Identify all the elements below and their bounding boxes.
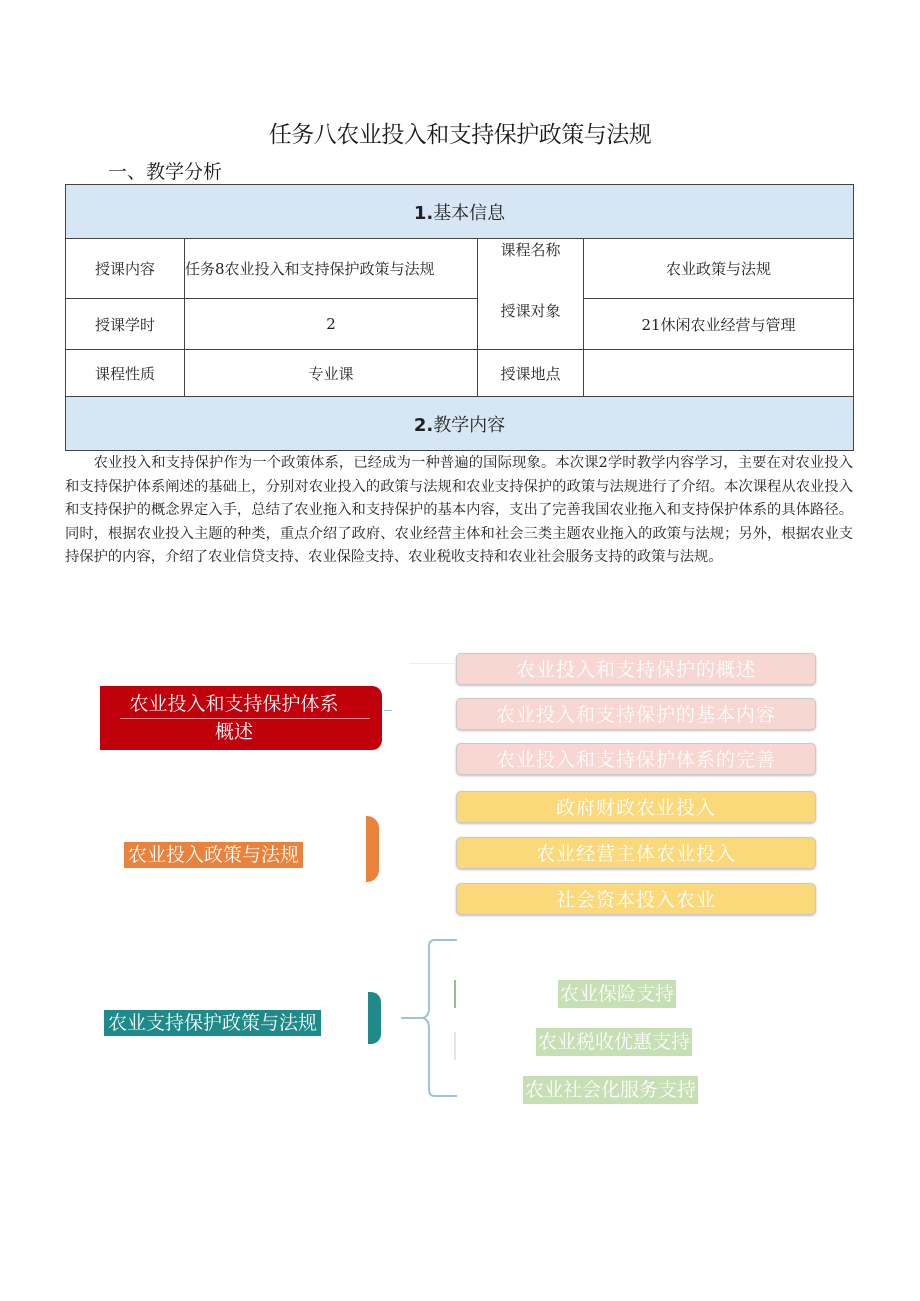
category-1-line2: 概述 [214, 721, 253, 743]
cat1-item-2: 农业投入和支持保护的基本内容 [456, 698, 816, 730]
cat2-item-3: 社会资本投入农业 [456, 883, 816, 915]
category-1-line1: 农业投入和支持保护体系 [129, 693, 339, 715]
category-1-label [100, 690, 368, 746]
category-2-shape [366, 816, 379, 882]
document-title: 任务八农业投入和支持保护政策与法规 [268, 122, 652, 148]
course-label-cell [478, 239, 584, 350]
band2-number: 2. [413, 414, 434, 436]
cat3-item-2: 农业税收优惠支持 [536, 1028, 692, 1056]
cat3-item-1: 农业保险支持 [558, 980, 676, 1008]
place-label: 授课地点 [478, 350, 584, 397]
cat3-item-3: 农业社会化服务支持 [523, 1076, 698, 1104]
place-value [584, 350, 854, 397]
category-2-label: 农业投入政策与法规 [124, 842, 303, 868]
nature-label: 课程性质 [66, 350, 185, 397]
content-value: 任务8农业投入和支持保护政策与法规 [185, 239, 478, 299]
category-3-label: 农业支持保护政策与法规 [104, 1010, 321, 1036]
cat1-item-1: 农业投入和支持保护的概述 [456, 653, 816, 685]
section-heading: 一、教学分析 [108, 161, 223, 183]
band2-title: 教学内容 [433, 414, 506, 436]
category-3-shape [368, 992, 381, 1044]
content-diagram [0, 620, 920, 1140]
cat2-item-1: 政府财政农业投入 [456, 791, 816, 823]
category-1-faint-line [410, 663, 454, 664]
hours-value: 2 [185, 299, 478, 350]
nature-value: 专业课 [185, 350, 478, 397]
category-3-bracket [395, 932, 465, 1102]
content-label: 授课内容 [66, 239, 185, 299]
teaching-content-band [66, 397, 854, 451]
basic-info-band [66, 185, 854, 239]
audience-label: 授课对象 [500, 302, 561, 320]
hours-label: 授课学时 [66, 299, 185, 350]
category-1-connector [384, 710, 392, 711]
course-value: 农业政策与法规 [584, 239, 854, 299]
course-label: 课程名称 [500, 241, 561, 259]
band-number: 1. [413, 202, 434, 224]
band-title: 基本信息 [433, 202, 506, 224]
content-paragraph: 农业投入和支持保护作为一个政策体系，已经成为一种普遍的国际现象。本次课2学时教学内容学习，主要在对农业投入和支持保护体系阐述的基础上，分别对农业投入的政策与法规和农业支持保护的政策与法规进行了介绍。本次课程从农业投入和支持保护的概念界定入手，总结了农业拖入和支持保护的基本内容，支出了完善我国农业拖入和支持保护体系的具体路径。同时，根据农业投入主题的种类，重点介绍了政府、农业经营主体和社会三类主题农业拖入的政策与法规；另外，根据农业支持保护的内容，介绍了农业信贷支持、农业保险支持、农业税收支持和农业社会服务支持的政策与法规。 [65, 455, 853, 565]
cat2-item-2: 农业经营主体农业投入 [456, 837, 816, 869]
cat1-item-3: 农业投入和支持保护体系的完善 [456, 743, 816, 775]
basic-info-table [65, 184, 854, 451]
audience-value: 21休闲农业经营与管理 [584, 299, 854, 350]
